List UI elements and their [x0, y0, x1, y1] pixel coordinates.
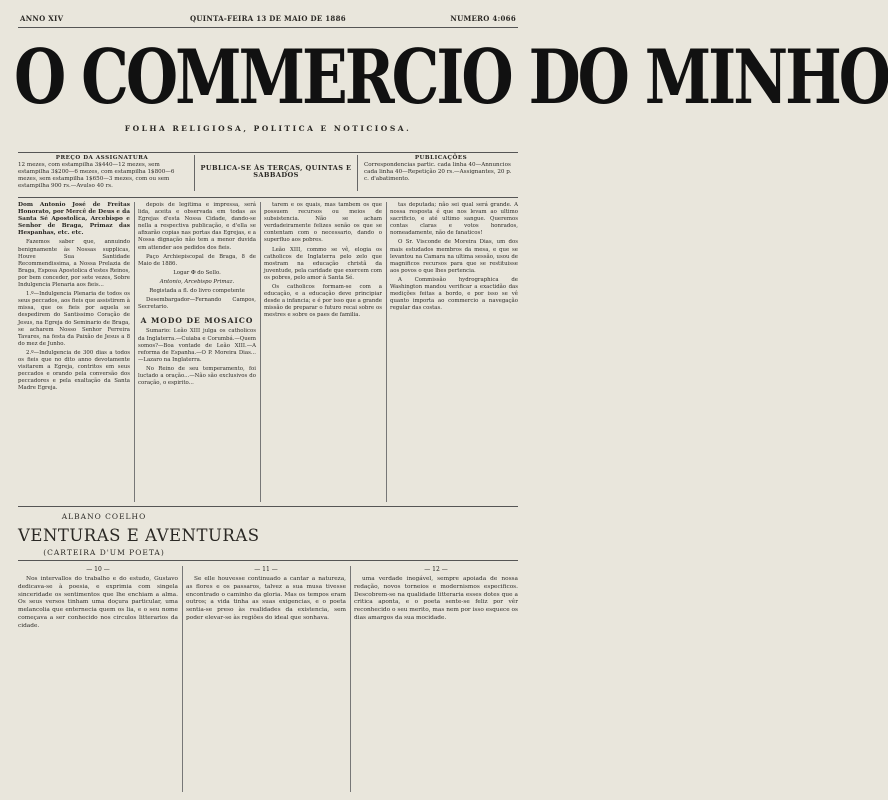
column-divider — [386, 202, 387, 502]
decree-paragraph-2: 1.º—Indulgencia Plenaria de todos os seus peccados, aos fieis que assistirem à missa, que os fieis por aquela se despedirem do Santissimo Coração de Jesus, na Egreja do Seminario de Braga, se acharem Nosso Senhor Ferreira Tavares, na festa da Paixão de Jesus a 8 do mez de Junho. — [18, 291, 130, 347]
publications-box — [364, 155, 518, 183]
mosaico-summary: Sumario: Leão XIII julga os catholicos da Inglaterra.—Cuiaba e Corumbá.—Quem somos?—Boa vontade de Leão XIII.—A reforma de Espanha.—O P. Moreira Dias...—Lazaro na Inglaterra. — [138, 328, 256, 363]
column-4 — [390, 202, 518, 502]
subscription-heading: PREÇO DA ASSIGNATURA — [55, 155, 149, 161]
section-title-mosaico: A MODO DE MOSAICO — [140, 316, 254, 326]
subscription-text: 12 mezes, com estampilha 3$440—12 mezes, sem estampilha 3$200—6 mezes, com estampilha 1$800—6 mezes, sem estampilha 1$650—3 mezes, com ou sem estampilha 900 rs.—Avulso 40 rs. — [18, 162, 175, 189]
news-paragraph-2: O Sr. Visconde de Moreira Dias, um dos mais estudados membros da mesa, e que se levantou na Camara na ultima sessão, usou de magnificos recursos para que se restituisse aos povos o que lhes pertencia. — [390, 239, 518, 274]
subscription-box — [18, 155, 186, 190]
column-2 — [138, 202, 256, 502]
publications-text: Correspondencias partic. cada linha 40—Annuncios cada linha 40—Repetição 20 rs.—Assignantes, 20 p. c. d'abatimento. — [364, 162, 512, 182]
news-paragraph-3: A Commissão hydrographica de Washington mandou verificar a exactidão das medições feitas a bordo, e por isso se vê quanto importa ao commercio a navegação regular das costas. — [390, 276, 518, 312]
page-number-10: — 10 — — [86, 566, 110, 573]
masthead — [14, 34, 888, 142]
year-label: ANNO XIV — [20, 14, 64, 23]
folhetim-bottom-rule — [18, 560, 518, 561]
decree-paragraph-3: 2.º—Indulgencia de 300 dias a todos os fieis que no dito anno devotamente visitarem a Egreja, contritos em seus peccados e orando pela conversão dos peccadores e pela exaltação da Santa Madre Egreja. — [18, 349, 130, 392]
news-paragraph-1: tas deputada; não sei qual será grande. A nossa resposta é que nos levam ao ultimo sacrificio, e até ultimo sangue. Queremos contas claras e votos honrados, nomeadamente, não de fanaticos! — [390, 202, 518, 237]
folhetim-column-a — [18, 576, 178, 792]
folhetim-text-a: Nos intervallos do trabalho e do estudo, Gustavo dedicava-se à poesia, e exprimia com singela sinceridade os sentimentos que lhe enchiam a alma. Os seus versos tinham uma doçura particular, uma melancolia que enternecia quem os lia, e o seu nome começava a ser conhecido nos circulos litterarios da cidade. — [18, 576, 178, 629]
secretary-line: Desembargador—Fernando Campos, Secretario. — [138, 297, 256, 311]
column-1 — [18, 202, 130, 502]
folhetim-text-b: Se elle houvesse continuado a cantar a natureza, as flores e os passaros, talvez a sua musa tivesse encontrado o caminho da gloria. Mas os tempos eram outros; a vida tinha as suas exigencias, e o poeta sentia-se preso às realidades da existencia, sem poder elevar-se às regiões do ideal que sonhava. — [186, 576, 346, 621]
masthead-title: O COMMERCIO DO MINHO — [14, 34, 888, 122]
folhetim-column-b — [186, 576, 346, 792]
publication-days: PUBLICA-SE ÀS TERÇAS, QUINTAS E SABBADOS — [194, 155, 358, 191]
issue-number: NUMERO 4:066 — [450, 14, 516, 23]
page-number-11: — 11 — — [254, 566, 278, 573]
folhetim-rule — [18, 506, 518, 507]
folhetim-subtitle: (CARTEIRA D'UM POETA) — [43, 548, 165, 557]
page-number-12: — 12 — — [424, 566, 448, 573]
issue-date: QUINTA-FEIRA 13 DE MAIO DE 1886 — [190, 14, 346, 23]
folhetim-text-c: uma verdade inegável, sempre apoiada de nossa redação, novos torneios e modernismos especificos. Descobrem-se na qualidade litteraria esses dotes que a critica aponta, e o poeta sente-se feliz por vêr reconhecido o seu merito, mas nem por isso esquece os dias amargos da sua mocidade. — [354, 576, 518, 621]
decree-date-line: Paço Archiepiscopal de Braga, 8 de Maio de 1886. — [138, 253, 256, 267]
seal-line: Logar ✠ do Sello. — [173, 269, 221, 276]
archbishop-signature: Antonio, Arcebispo Primaz. — [159, 278, 235, 285]
decree-continuation: depois de legitima e impressa, será lida, aceita e observada em todas as Egrejas d'esta Nossa Cidade, dando-se nella a respectiva publicação, e d'ella se afixarão copias nas portas das Egrejas, e a Nossa dignação não tem a menor duvida em attender aos pedidos dos fieis. — [138, 202, 256, 251]
folhetim-column-c — [354, 576, 518, 792]
decree-paragraph-1: Fazemos saber que, annuindo benignamente às Nossas supplicas, Houve Sua Santidade Recommendissima, a Nossa Prelazia de Braga, Esposa Apostolica d'estes Reinos, por bem conceder, por sete vezes, Sobre Indulgencia Plenaria aos fieis... — [18, 239, 130, 289]
folhetim-author: ALBANO COELHO — [61, 512, 147, 521]
publications-heading: PUBLICAÇÕES — [414, 155, 468, 161]
column-divider — [134, 202, 135, 502]
decree-heading: Dom Antonio José de Freitas Honorato, por Mercê de Deus e da Santa Sé Apostolica, Arcebispo e Senhor de Braga, Primaz das Hespanhas, etc. etc. — [18, 202, 130, 237]
article-paragraph-3: Os catholicos formam-se com a educação, e a educação deve principiar desde a infancia; e é por isso que a grande missão de preparar o futuro recai sobre os mestres e sobre os paes de familia. — [264, 284, 382, 319]
column-divider — [260, 202, 261, 502]
masthead-subtitle: FOLHA RELIGIOSA, POLITICA E NOTICIOSA. — [124, 124, 412, 133]
info-rule — [18, 197, 518, 198]
article-paragraph-2: Leão XIII, commo se vê, elogia os catholicos de Inglaterra pelo zelo que mostram na educação christã da juventude, pela caridade que exercem com os pobres, pelo amor à Santa Sé. — [264, 246, 382, 281]
info-bar — [18, 155, 518, 195]
mosaico-text: No Reino de seu temperamento, foi luctado a oração...—Não são exclusivos do coração, o espirito... — [138, 365, 256, 387]
masthead-rule — [18, 152, 518, 153]
column-3 — [264, 202, 382, 502]
folhetim-title: VENTURAS E AVENTURAS — [18, 526, 260, 545]
article-paragraph-1: tarem e os quais, mas tambem os que possuem recursos ou meios de subsistencia. Não se acham verdadeiramente felizes senão os que se contentam com o necessario, dando o superfluo aos pobres. — [264, 202, 382, 244]
registry-note: Registada a fl. do livro competente — [149, 288, 245, 295]
column-divider — [350, 566, 351, 792]
column-divider — [182, 566, 183, 792]
